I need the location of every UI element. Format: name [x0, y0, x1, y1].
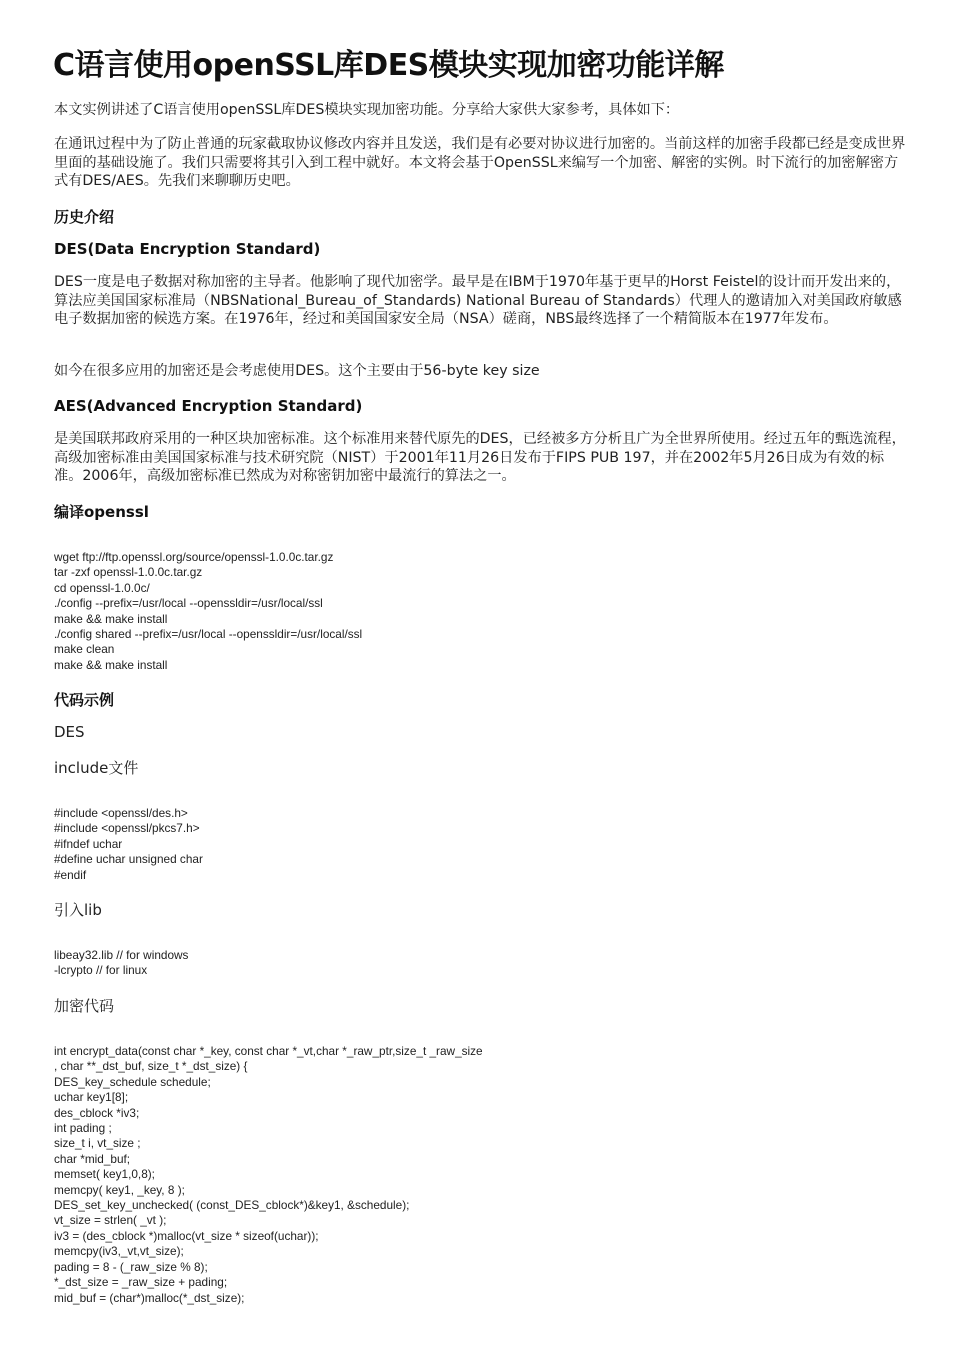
code-line: iv3 = (des_cblock *)malloc(vt_size * sizeof(uchar)); — [54, 1228, 319, 1243]
code-line: #define uchar unsigned char — [54, 852, 203, 867]
code-line: make && make install — [54, 611, 168, 626]
include-code-block — [54, 806, 203, 883]
compile-code-block — [54, 550, 362, 673]
code-line: , char **_dst_buf, size_t *_dst_size) { — [54, 1059, 248, 1074]
code-line: memset( key1,0,8); — [54, 1167, 155, 1182]
lib-code-block — [54, 948, 188, 979]
include-label: include文件 — [54, 759, 139, 777]
code-line: des_cblock *iv3; — [54, 1105, 140, 1120]
code-line: #ifndef uchar — [54, 836, 123, 851]
code-line: char *mid_buf; — [54, 1151, 131, 1166]
code-line: vt_size = strlen( _vt ); — [54, 1213, 167, 1228]
overview-paragraph: 在通讯过程中为了防止普通的玩家截取协议修改内容并且发送，我们是有必要对协议进行加密的。当前这样的加密手段都已经是变成世界里面的基础设施了。我们只需要将其引入到工程中就好。本文将会基于OpenSSL来编写一个加密、解密的实例。时下流行的加密解密方式有DES/AES。先我们来聊聊历史吧。 — [54, 136, 906, 189]
code-line: pading = 8 - (_raw_size % 8); — [54, 1259, 208, 1274]
code-line: memcpy(iv3,_vt,vt_size); — [54, 1244, 184, 1259]
code-line: int encrypt_data(const char *_key, const char *_vt,char *_raw_ptr,size_t _raw_size — [54, 1044, 483, 1058]
des-label: DES — [54, 723, 85, 741]
code-line: DES_key_schedule schedule; — [54, 1074, 211, 1089]
encrypt-label: 加密代码 — [54, 997, 115, 1015]
page-title: C语言使用openSSL库DES模块实现加密功能详解 — [53, 48, 724, 83]
aes-paragraph: 是美国联邦政府采用的一种区块加密标准。这个标准用来替代原先的DES，已经被多方分析且广为全世界所使用。经过五年的甄选流程，高级加密标准由美国国家标准与技术研究院（NIST）于2001年11月26日发布于FIPS PUB 197，并在2002年5月26日成为有效的标准。2006年，高级加密标准已然成为对称密钥加密中最流行的算法之一。 — [54, 431, 906, 484]
code-line: *_dst_size = _raw_size + pading; — [54, 1275, 228, 1290]
history-heading: 历史介绍 — [54, 208, 115, 226]
code-line: uchar key1[8]; — [54, 1090, 129, 1105]
code-line: cd openssl-1.0.0c/ — [54, 580, 150, 595]
compile-heading: 编译openssl — [54, 503, 149, 521]
code-line: size_t i, vt_size ; — [54, 1136, 141, 1151]
code-line: make && make install — [54, 657, 168, 672]
code-line: memcpy( key1, _key, 8 ); — [54, 1182, 185, 1197]
lib-label: 引入lib — [54, 901, 102, 919]
code-line: wget ftp://ftp.openssl.org/source/openssl-1.0.0c.tar.gz — [54, 550, 334, 564]
code-line: #include <openssl/pkcs7.h> — [54, 821, 200, 836]
des-paragraph: DES一度是电子数据对称加密的主导者。他影响了现代加密学。最早是在IBM于1970年基于更早的Horst Feistel的设计而开发出来的，算法应美国国家标准局（NBSNational_Bureau_of_Standards) National Bureau of Standards）代理人的邀请加入对美国政府敏感电子数据加密的候选方案。在1976年，经过和美国国家安全局（NSA）磋商，NBS最终选择了一个精简版本在1977年发布。 — [54, 274, 902, 327]
code-line: libeay32.lib // for windows — [54, 948, 189, 962]
code-line: tar -zxf openssl-1.0.0c.tar.gz — [54, 565, 203, 580]
code-line: -lcrypto // for linux — [54, 963, 148, 978]
des-heading: DES(Data Encryption Standard) — [54, 240, 321, 258]
code-line: mid_buf = (char*)malloc(*_dst_size); — [54, 1290, 245, 1305]
code-line: make clean — [54, 642, 115, 657]
code-line: ./config --prefix=/usr/local --openssldir=/usr/local/ssl — [54, 596, 323, 611]
code-line: #include <openssl/des.h> — [54, 806, 188, 820]
example-heading: 代码示例 — [54, 691, 115, 709]
des-note-paragraph: 如今在很多应用的加密还是会考虑使用DES。这个主要由于56-byte key size — [54, 363, 540, 379]
aes-heading: AES(Advanced Encryption Standard) — [54, 397, 363, 415]
code-line: DES_set_key_unchecked( (const_DES_cblock*)&key1, &schedule); — [54, 1198, 410, 1213]
encrypt-code-block — [54, 1044, 483, 1306]
code-line: ./config shared --prefix=/usr/local --openssldir=/usr/local/ssl — [54, 627, 363, 642]
code-line: #endif — [54, 867, 87, 882]
code-line: int pading ; — [54, 1121, 112, 1136]
intro-paragraph: 本文实例讲述了C语言使用openSSL库DES模块实现加密功能。分享给大家供大家参考，具体如下： — [54, 102, 680, 118]
